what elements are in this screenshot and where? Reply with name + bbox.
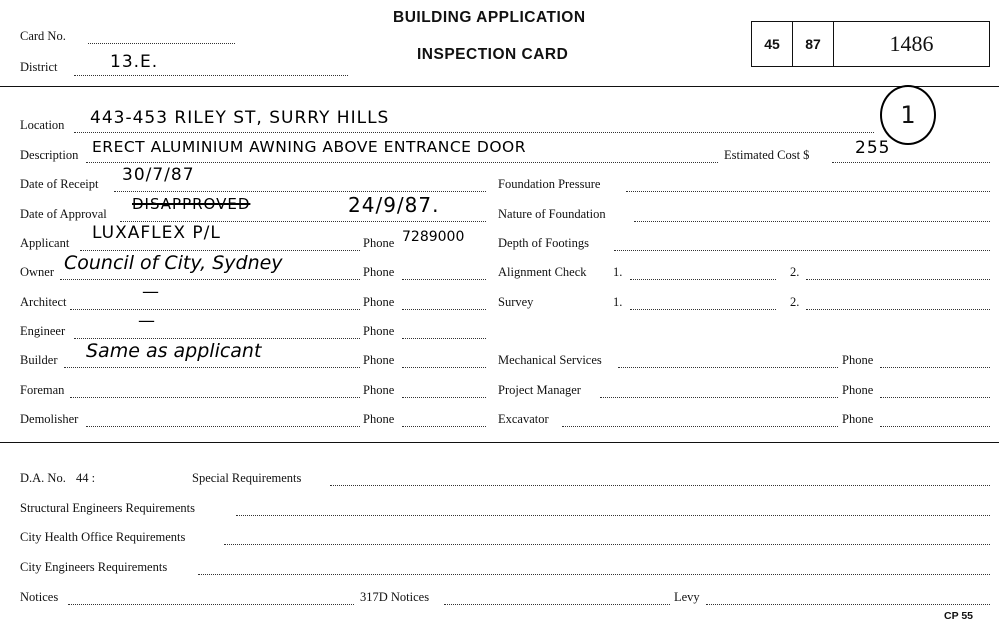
foundation-pressure-label: Foundation Pressure [498, 177, 601, 191]
description-label: Description [20, 148, 79, 162]
owner-value: Council of City, Sydney [64, 252, 283, 274]
date-receipt-value: 30/7/87 [122, 165, 195, 185]
demolisher-label: Demolisher [20, 412, 79, 426]
depth-footings-label: Depth of Footings [498, 236, 589, 250]
estimated-cost-field[interactable] [832, 162, 990, 163]
builder-phone-field[interactable] [402, 367, 486, 368]
foreman-phone-label: Phone [363, 383, 395, 397]
location-field[interactable] [74, 132, 874, 133]
builder-value: Same as applicant [86, 340, 262, 362]
survey-field-1[interactable] [630, 309, 776, 310]
form-code: CP 55 [944, 610, 973, 622]
depth-footings-field[interactable] [614, 250, 990, 251]
mechanical-label: Mechanical Services [498, 353, 602, 367]
s317d-field[interactable] [444, 604, 670, 605]
description-value: ERECT ALUMINIUM AWNING ABOVE ENTRANCE DOOR [92, 138, 526, 156]
date-approval-label: Date of Approval [20, 207, 107, 221]
owner-label: Owner [20, 265, 55, 279]
structural-field[interactable] [236, 515, 990, 516]
architect-phone-label: Phone [363, 295, 395, 309]
architect-value: — [142, 282, 160, 302]
demolisher-phone-label: Phone [363, 412, 395, 426]
demolisher-phone-field[interactable] [402, 426, 486, 427]
applicant-field[interactable] [80, 250, 360, 251]
mechanical-phone-label: Phone [842, 353, 874, 367]
excavator-field[interactable] [562, 426, 838, 427]
architect-label: Architect [20, 295, 67, 309]
alignment-num-2: 2. [790, 265, 800, 279]
alignment-num-1: 1. [613, 265, 623, 279]
excavator-label: Excavator [498, 412, 549, 426]
date-approval-struck: DISAPPROVED [132, 195, 251, 213]
project-manager-phone-label: Phone [842, 383, 874, 397]
alignment-field-2[interactable] [806, 279, 990, 280]
owner-phone-field[interactable] [402, 279, 486, 280]
date-receipt-field[interactable] [114, 191, 486, 192]
survey-field-2[interactable] [806, 309, 990, 310]
date-approval-value: 24/9/87. [348, 193, 440, 217]
mechanical-field[interactable] [618, 367, 838, 368]
excavator-phone-label: Phone [842, 412, 874, 426]
notices-field[interactable] [68, 604, 354, 605]
notices-label: Notices [20, 590, 59, 604]
engineer-label: Engineer [20, 324, 66, 338]
owner-phone-label: Phone [363, 265, 395, 279]
alignment-field-1[interactable] [630, 279, 776, 280]
foreman-phone-field[interactable] [402, 397, 486, 398]
top-divider [0, 86, 999, 87]
builder-phone-label: Phone [363, 353, 395, 367]
survey-num-1: 1. [613, 295, 623, 309]
alignment-check-label: Alignment Check [498, 265, 587, 279]
applicant-value: LUXAFLEX P/L [92, 223, 221, 243]
engineer-value: — [138, 311, 156, 331]
builder-field[interactable] [64, 367, 360, 368]
card-no-field[interactable] [88, 43, 235, 44]
foreman-label: Foreman [20, 383, 65, 397]
applicant-phone-label: Phone [363, 236, 395, 250]
applicant-phone-value: 7289000 [402, 229, 465, 245]
mechanical-phone-field[interactable] [880, 367, 990, 368]
demolisher-field[interactable] [86, 426, 360, 427]
district-label: District [20, 60, 58, 74]
bottom-divider [0, 442, 999, 443]
card-no-label: Card No. [20, 29, 66, 43]
project-manager-field[interactable] [600, 397, 838, 398]
architect-field[interactable] [70, 309, 360, 310]
date-receipt-label: Date of Receipt [20, 177, 99, 191]
estimated-cost-value: 255 [855, 138, 891, 158]
card-number-boxes [751, 21, 990, 67]
excavator-phone-field[interactable] [880, 426, 990, 427]
location-value: 443-453 RILEY ST, SURRY HILLS [90, 108, 390, 128]
card-box-3: 1486 [889, 31, 934, 56]
engineer-field[interactable] [74, 338, 360, 339]
city-engineers-label: City Engineers Requirements [20, 560, 168, 574]
survey-label: Survey [498, 295, 534, 309]
foreman-field[interactable] [70, 397, 360, 398]
applicant-label: Applicant [20, 236, 70, 250]
description-field[interactable] [86, 162, 718, 163]
engineer-phone-label: Phone [363, 324, 395, 338]
nature-foundation-field[interactable] [634, 221, 990, 222]
special-requirements-field[interactable] [330, 485, 990, 486]
circled-number: 1 [880, 85, 936, 145]
special-requirements-label: Special Requirements [192, 471, 302, 485]
levy-field[interactable] [706, 604, 990, 605]
date-approval-field[interactable] [120, 221, 486, 222]
s317d-label: 317D Notices [360, 590, 430, 604]
location-label: Location [20, 118, 65, 132]
project-manager-phone-field[interactable] [880, 397, 990, 398]
owner-field[interactable] [60, 279, 360, 280]
health-field[interactable] [224, 544, 990, 545]
da-no-label: D.A. No. [20, 471, 66, 485]
survey-num-2: 2. [790, 295, 800, 309]
levy-label: Levy [674, 590, 700, 604]
foundation-pressure-field[interactable] [626, 191, 990, 192]
da-no-value: 44 : [76, 471, 96, 485]
engineer-phone-field[interactable] [402, 338, 486, 339]
city-engineers-field[interactable] [198, 574, 990, 575]
nature-foundation-label: Nature of Foundation [498, 207, 606, 221]
title-line-2: INSPECTION CARD [417, 46, 569, 63]
project-manager-label: Project Manager [498, 383, 581, 397]
architect-phone-field[interactable] [402, 309, 486, 310]
card-box-1: 45 [752, 22, 793, 66]
estimated-cost-label: Estimated Cost $ [724, 148, 810, 162]
card-box-2: 87 [793, 22, 834, 66]
structural-label: Structural Engineers Requirements [20, 501, 195, 515]
builder-label: Builder [20, 353, 58, 367]
title-line-1: BUILDING APPLICATION [393, 9, 586, 26]
health-label: City Health Office Requirements [20, 530, 186, 544]
district-value: 13.E. [110, 52, 159, 72]
district-field[interactable] [74, 75, 348, 76]
